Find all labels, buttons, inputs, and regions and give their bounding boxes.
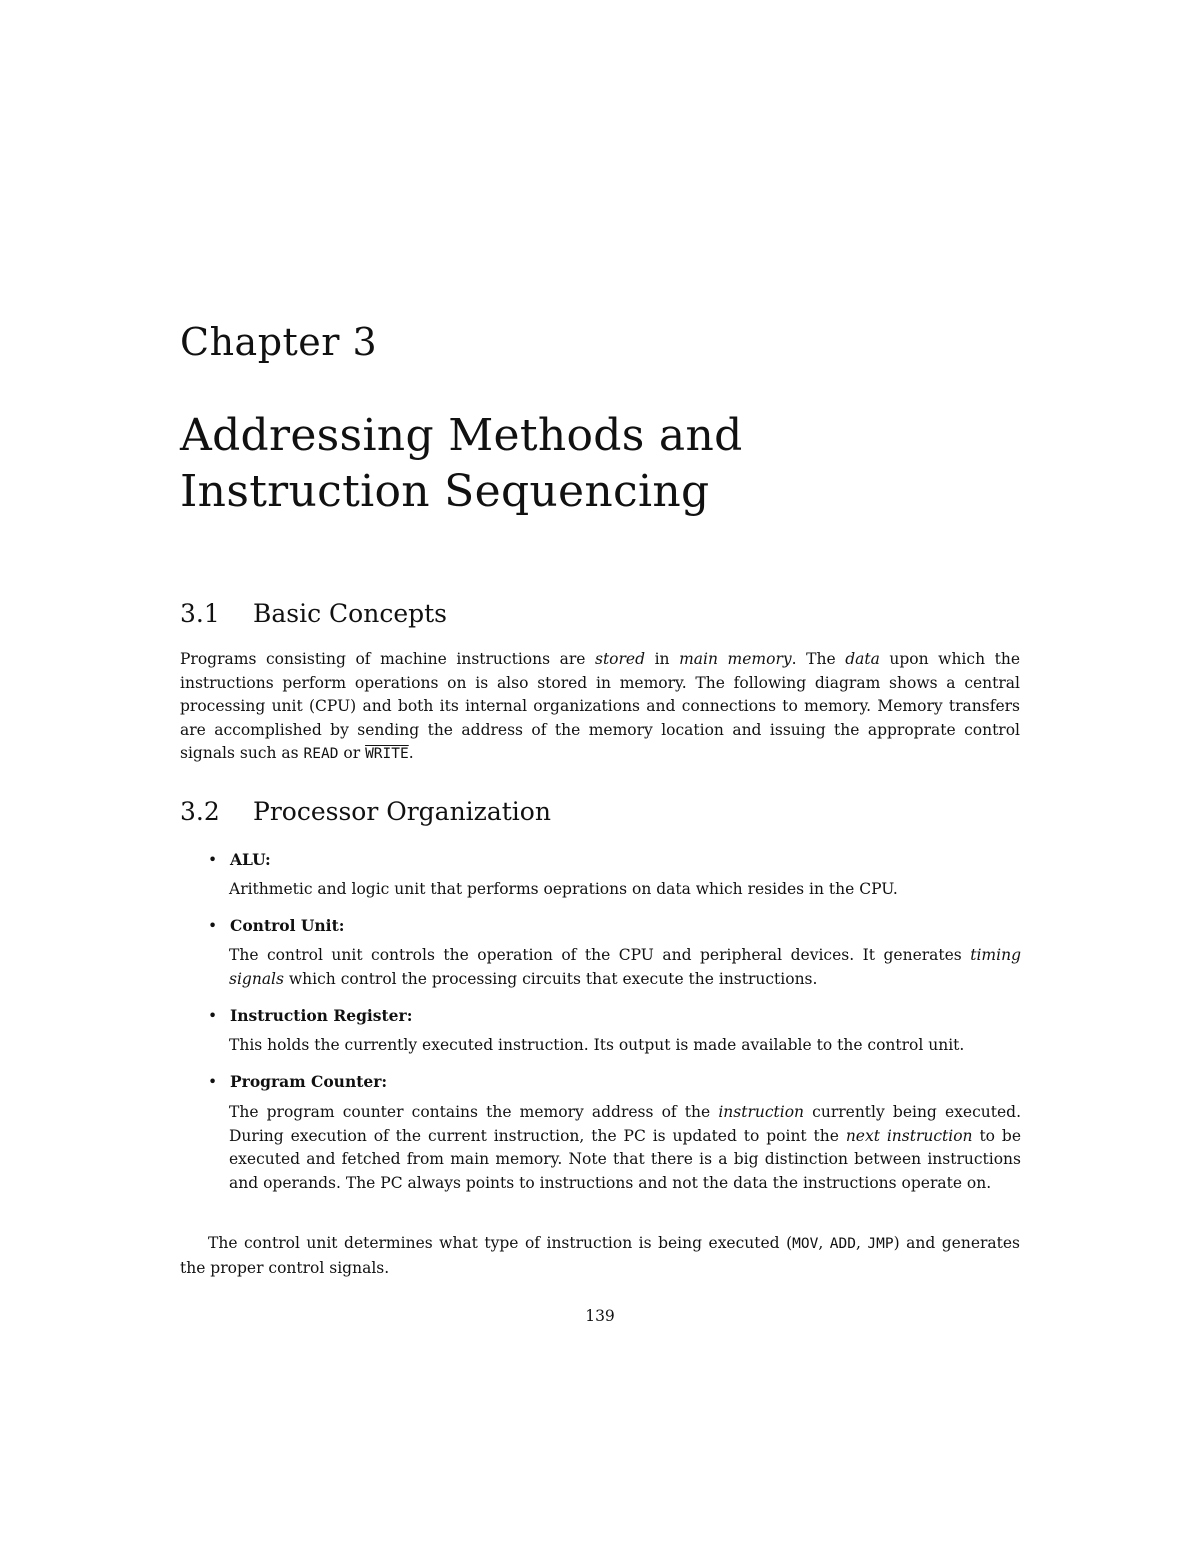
section-number: 3.1 [180,599,220,628]
list-item-label: Instruction Register: [230,1006,413,1025]
code-jmp: JMP [867,1236,894,1252]
text-run: in [645,650,680,668]
emphasis-instruction: instruction [718,1103,805,1121]
text-run: to be executed and fetched from main memory. Note that there is a big distinction between instructions and operands. The PC always points to instructions and not the data the instructions operate on. [229,1126,1021,1192]
text-run: The program counter contains the memory address of the [229,1103,719,1121]
write-signal: WRITE [365,746,409,762]
text-run: The control unit determines what type of instruction is being executed ( [208,1234,793,1252]
section-heading-basic-concepts [180,598,447,630]
text-run: which control the processing circuits that execute the instructions. [283,969,818,988]
chapter-title [180,408,1080,520]
bullet: • [208,1007,218,1025]
list-item-alu [208,849,271,871]
list-item-body [229,1101,1021,1195]
section-heading-processor-organization [180,796,551,828]
text-run: The control unit controls the operation of the CPU and peripheral devices. It generates [229,946,971,964]
text-run: . The [791,650,846,668]
text-run: ) and generates the proper control signals. [180,1234,1020,1277]
emphasis-main-memory: main memory [679,650,792,668]
list-item-label: ALU: [230,850,271,869]
basic-concepts-paragraph [180,648,1020,767]
bullet: • [208,917,218,935]
text-run: upon which the instructions perform operations on is also stored in memory. The following diagram shows a central processing unit (CPU) and both its internal organizations and connections to memory. Memory transfers are accomplished by sending the address of the memory location and issuing the approprate control signals such as [180,650,1020,762]
text-run: Programs consisting of machine instructions are [180,650,595,668]
text-run: or [338,744,366,762]
list-item-control-unit [208,915,344,937]
list-item-instruction-register [208,1005,412,1027]
emphasis-data: data [845,650,880,668]
chapter-title-line-1: Addressing Methods and [180,410,743,461]
section-title: Basic Concepts [253,599,448,628]
section-title: Processor Organization [253,797,551,826]
page-number: 139 [585,1307,615,1325]
list-item-label: Control Unit: [230,916,345,935]
emphasis-next-instruction: next instruction [845,1126,973,1145]
list-item-label: Program Counter: [230,1072,388,1091]
bullet: • [208,1073,218,1091]
text-run: , [818,1234,830,1252]
text-run: , [855,1234,868,1252]
closing-paragraph [180,1232,1020,1280]
code-add: ADD [829,1236,856,1252]
list-item-body: This holds the currently executed instruction. Its output is made available to the control unit. [229,1036,965,1054]
chapter-title-line-2: Instruction Sequencing [180,466,710,517]
bullet: • [208,851,218,869]
section-number: 3.2 [180,797,220,826]
emphasis-stored: stored [595,650,646,668]
list-item-body [229,944,1021,991]
list-item-program-counter [208,1071,387,1093]
read-signal: READ [303,746,339,762]
list-item-body: Arithmetic and logic unit that performs oeprations on data which resides in the CPU. [229,880,898,898]
code-mov: MOV [792,1236,819,1252]
text-run: . [408,744,414,762]
text-run: currently being executed. During execution of the current instruction, the PC is updated to point the [229,1103,1021,1145]
emphasis-timing-signals: timing signals [229,946,1021,988]
chapter-label: Chapter 3 [180,320,378,364]
